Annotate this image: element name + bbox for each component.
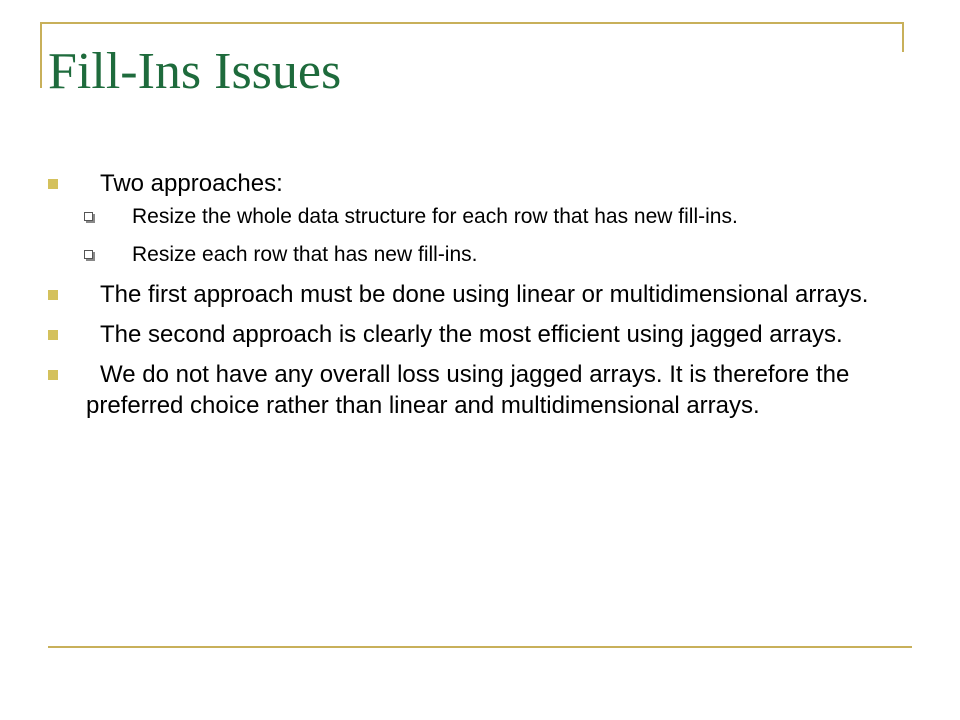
hollow-square-bullet-icon <box>84 250 93 259</box>
bullet-text: Two approaches: <box>100 170 283 197</box>
left-rule <box>40 22 42 88</box>
square-bullet-icon <box>48 330 58 340</box>
bullet-item <box>48 168 908 269</box>
bullet-text: The second approach is clearly the most efficient using jagged arrays. <box>100 321 843 348</box>
sub-bullet-text: Resize each row that has new fill-ins. <box>132 243 478 266</box>
hollow-square-bullet-icon <box>84 212 93 221</box>
sub-bullet-text: Resize the whole data structure for each row that has new fill-ins. <box>132 205 738 228</box>
bullet-item <box>48 319 908 350</box>
bullet-text: We do not have any overall loss using jagged arrays. It is therefore the preferred choice rather than linear and multidimensional arrays. <box>86 361 850 419</box>
top-rule <box>40 22 904 24</box>
square-bullet-icon <box>48 290 58 300</box>
bullet-item <box>48 279 908 310</box>
sub-bullet-item <box>48 241 908 269</box>
slide-title: Fill-Ins Issues <box>48 43 342 100</box>
bottom-rule <box>48 646 912 648</box>
square-bullet-icon <box>48 370 58 380</box>
sub-bullet-item <box>48 203 908 231</box>
sub-bullet-list <box>86 203 908 269</box>
square-bullet-icon <box>48 179 58 189</box>
right-rule <box>902 22 904 52</box>
bullet-item <box>48 359 908 421</box>
bullet-list <box>48 168 908 430</box>
bullet-text: The first approach must be done using linear or multidimensional arrays. <box>100 281 869 308</box>
